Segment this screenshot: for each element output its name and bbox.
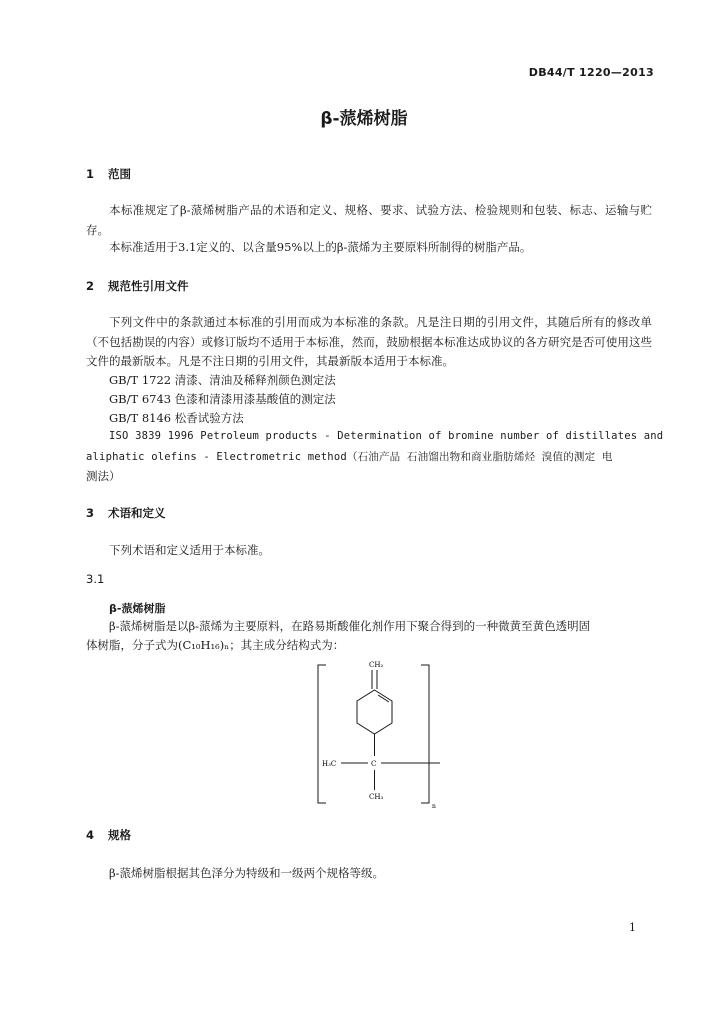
section-3-title: 术语和定义: [108, 506, 166, 520]
reference-item: GB/T 6743 色漆和清漆用漆基酸值的测定法: [109, 392, 336, 406]
iso-reference-line-1: ISO 3839 1996 Petroleum products - Determination of bromine number of distillates and: [109, 430, 664, 442]
ring-double-bond: [378, 695, 389, 702]
section-1-heading: [86, 166, 131, 182]
section-4-title: 规格: [108, 828, 131, 842]
h3c-label: H₃C: [322, 760, 337, 768]
section-2-title: 规范性引用文件: [108, 279, 189, 293]
section-2-paragraph-1: 下列文件中的条款通过本标准的引用而成为本标准的条款。凡是注日期的引用文件，其随后所有的修改单（不包括勘误的内容）或修订版均不适用于本标准，然而，鼓励根据本标准达成协议的各方研究是否可使用这些文件的最新版本。凡是不注日期的引用文件，其最新版本适用于本标准。: [86, 315, 652, 368]
section-1-title: 范围: [108, 167, 131, 181]
section-3-number: 3: [86, 506, 95, 520]
term-definition-line-1: β-蒎烯树脂是以β-蒎烯为主要原料，在路易斯酸催化剂作用下聚合得到的一种微黄至黄色透明固: [109, 619, 591, 633]
section-1-paragraph-1: 本标准规定了β-蒎烯树脂产品的术语和定义、规格、要求、试验方法、检验规则和包装、标志、运输与贮存。: [86, 203, 652, 237]
page-number: 1: [629, 921, 636, 934]
section-4-number: 4: [86, 828, 95, 842]
subsection-number: 3.1: [86, 572, 105, 586]
section-2-heading: [86, 278, 189, 294]
iso-reference-line-3: 测法）: [86, 469, 121, 483]
document-title: β-蒎烯树脂: [320, 109, 408, 129]
ch2-label: CH₂: [369, 661, 384, 669]
section-1-number: 1: [86, 167, 95, 181]
term-name: β-蒎烯树脂: [109, 602, 166, 615]
section-3-heading: [86, 505, 166, 521]
right-bracket: [421, 665, 429, 803]
reference-item: GB/T 8146 松香试验方法: [109, 411, 244, 425]
reference-item: GB/T 1722 清漆、清油及稀释剂颜色测定法: [109, 373, 336, 387]
section-2-number: 2: [86, 279, 95, 293]
carbon-label: C: [371, 760, 377, 768]
ch3-label: CH₃: [369, 793, 384, 801]
section-4-paragraph-1: β-蒎烯树脂根据其色泽分为特级和一级两个规格等级。: [109, 866, 385, 880]
section-1-paragraph-2: 本标准适用于3.1定义的、以含量95%以上的β-蒎烯为主要原料所制得的树脂产品。: [109, 240, 532, 254]
document-code: DB44/T 1220—2013: [528, 66, 654, 79]
iso-reference-line-2: aliphatic olefins - Electrometric method（石油产品 石油馏出物和商业脂肪烯烃 溴值的测定 电: [86, 451, 613, 463]
section-3-paragraph-1: 下列术语和定义适用于本标准。: [109, 543, 270, 557]
term-definition-line-2: 体树脂，分子式为(C₁₀H₁₆)ₙ；其主成分结构式为：: [86, 638, 345, 652]
repeat-subscript-n: n: [432, 803, 436, 810]
section-4-heading: [86, 827, 131, 843]
cyclohexene-ring: [357, 690, 392, 734]
left-bracket: [318, 665, 326, 803]
